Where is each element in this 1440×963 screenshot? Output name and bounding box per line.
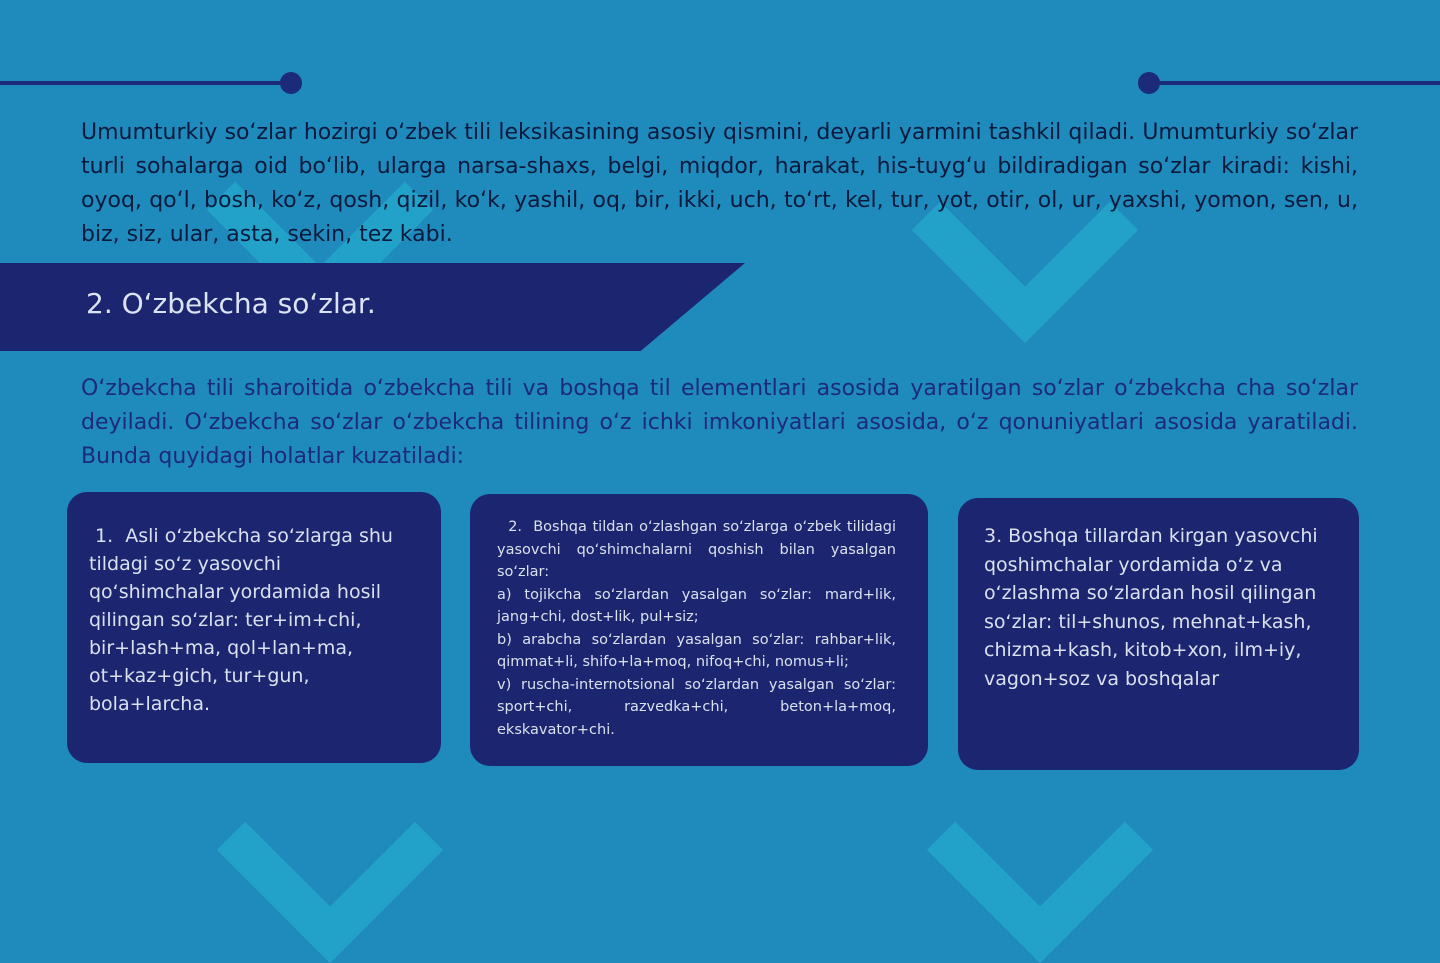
card-3 xyxy=(958,498,1359,770)
card-1-text: 1. Asli o‘zbekcha so‘zlarga shu tildagi so‘z yasovchi qo‘shimchalar yordamida hosil qilingan so‘zlar: ter+im+chi, bir+lash+ma, qol+lan+ma, ot+kaz+gich, tur+gun, bola+larcha. xyxy=(89,525,400,715)
top-left-rule xyxy=(0,81,292,85)
description-paragraph: O‘zbekcha tili sharoitida o‘zbekcha tili va boshqa til elementlari asosida yaratilgan so‘zlar o‘zbekcha cha so‘zlar deyiladi. O‘zbekcha so‘zlar o‘zbekcha tilining o‘z ichki imkoniyatlari asosida, o‘z qonuniyatlari asosida yaratiladi. Bunda quyidagi holatlar kuzatiladi: xyxy=(81,376,1358,469)
watermark-chevron-icon xyxy=(217,737,443,963)
card-3-text: 3. Boshqa tillardan kirgan yasovchi qoshimchalar yordamida o‘z va o‘zlashma so‘zlardan hosil qilingan so‘zlar: til+shunos, mehnat+kash, chizma+kash, kitob+xon, ilm+iy, vagon+soz va boshqalar xyxy=(984,525,1318,690)
card-2 xyxy=(470,494,928,766)
card-1 xyxy=(67,492,441,763)
intro-paragraph: Umumturkiy so‘zlar hozirgi o‘zbek tili leksikasining asosiy qismini, deyarli yarmini tashkil qiladi. Umumturkiy so‘zlar turli sohalarga oid bo‘lib, ularga narsa-shaxs, belgi, miqdor, harakat, his-tuyg‘u bildiradigan so‘zlar kiradi: kishi, oyoq, qo‘l, bosh, ko‘z, qosh, qizil, ko‘k, yashil, oq, bir, ikki, uch, to‘rt, kel, tur, yot, otir, ol, ur, yaxshi, yomon, sen, u, biz, siz, ular, asta, sekin, tez kabi. xyxy=(81,120,1358,247)
card-2-item-b: b) arabcha so‘zlardan yasalgan so‘zlar: rahbar+lik, qimmat+li, shifo+la+moq, nifoq+chi, nomus+li; xyxy=(497,631,896,670)
top-right-rule xyxy=(1150,81,1440,85)
card-2-item-v: v) ruscha-internotsional so‘zlardan yasalgan so‘zlar: sport+chi, razvedka+chi, beton+la+moq, ekskavator+chi. xyxy=(497,676,896,738)
card-2-lead: 2. Boshqa tildan o‘zlashgan so‘zlarga o‘zbek tilidagi yasovchi qo‘shimchalarni qoshish bilan yasalgan so‘zlar: xyxy=(497,519,901,580)
card-2-item-a: a) tojikcha so‘zlardan yasalgan so‘zlar: mard+lik, jang+chi, dost+lik, pul+siz; xyxy=(497,586,896,625)
top-right-rule-dot xyxy=(1138,72,1160,94)
top-left-rule-dot xyxy=(280,72,302,94)
section-title: 2. O‘zbekcha so‘zlar. xyxy=(86,287,376,320)
watermark-chevron-icon xyxy=(927,737,1153,963)
